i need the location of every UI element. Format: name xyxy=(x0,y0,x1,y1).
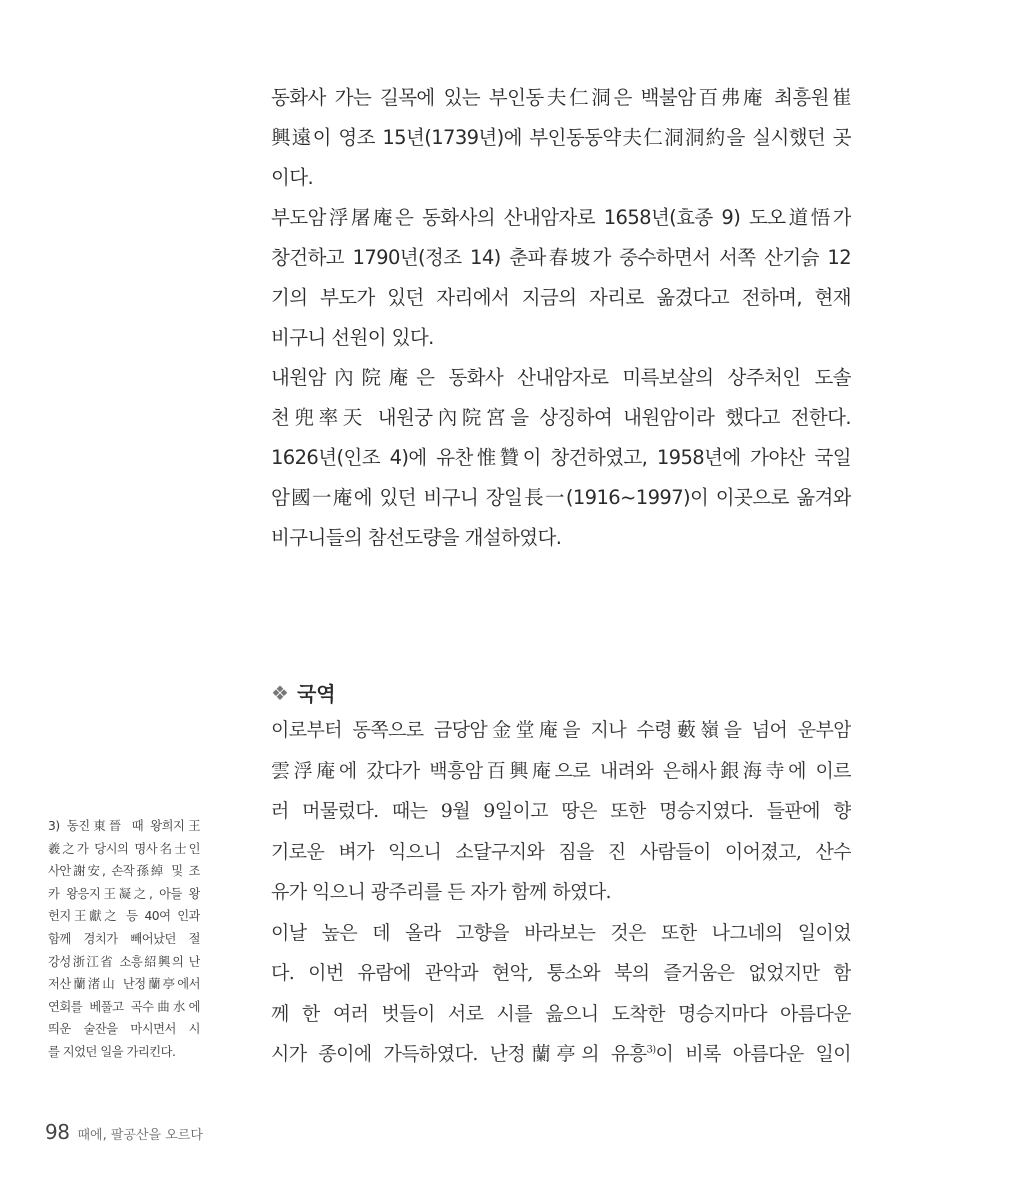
footnote-line: 띄운 술잔을 마시면서 시 xyxy=(48,1022,200,1037)
text-line: 1626년(인조 4)에 유찬惟贊이 창건하였고, 1958년에 가야산 국일 xyxy=(271,446,851,469)
footnote-line: 羲之가 당시의 명사名士인 xyxy=(48,841,200,856)
translation-paragraphs xyxy=(271,710,851,1075)
text-line: 雲浮庵에 갔다가 백흥암百興庵으로 내려와 은해사銀海寺에 이르 xyxy=(271,759,851,782)
text-line: 러 머물렀다. 때는 9월 9일이고 땅은 또한 명승지였다. 들판에 향 xyxy=(271,800,851,822)
text-line: 비구니 선원이 있다. xyxy=(271,326,434,349)
text-segment: 이 비록 아름다운 일이 xyxy=(655,1043,851,1065)
footnote-line: 사안謝安, 손작孫綽 및 조 xyxy=(48,864,200,879)
running-title: 때에, 팔공산을 오르다 xyxy=(77,1128,203,1143)
footnote-line: 를 지었던 일을 가리킨다. xyxy=(48,1044,176,1059)
footnote-line: 함께 경치가 빼어났던 절 xyxy=(48,931,200,946)
text-line: 興遠이 영조 15년(1739년)에 부인동동약夫仁洞洞約을 실시했던 곳 xyxy=(271,126,851,149)
text-line: 기로운 벼가 익으니 소달구지와 짐을 진 사람들이 이어졌고, 산수 xyxy=(271,840,851,863)
footnote-line: 강성浙江省 소흥紹興의 난 xyxy=(48,954,200,969)
text-segment: 시가 종이에 가득하였다. 난정蘭亭의 유흥 xyxy=(271,1043,647,1065)
text-line: 께 한 여러 벗들이 서로 시를 읊으니 도착한 명승지마다 아름다운 xyxy=(271,1002,851,1025)
text-line: 이날 높은 데 올라 고향을 바라보는 것은 또한 나그네의 일이었 xyxy=(271,921,851,944)
text-line: 동화사 가는 길목에 있는 부인동夫仁洞은 백불암百弗庵 최흥원崔 xyxy=(271,86,851,109)
ornament-icon: ❖ xyxy=(271,680,289,705)
text-line: 비구니들의 참선도량을 개설하였다. xyxy=(271,526,562,549)
page-number: 98 xyxy=(45,1120,70,1144)
page-footer xyxy=(45,1120,203,1144)
text-line: 부도암浮屠庵은 동화사의 산내암자로 1658년(효종 9) 도오道悟가 xyxy=(271,206,851,229)
text-line: 암國一庵에 있던 비구니 장일長一(1916~1997)이 이곳으로 옮겨와 xyxy=(271,486,851,509)
top-paragraphs xyxy=(271,78,851,558)
text-line: 이다. xyxy=(271,166,314,189)
section-title: 국역 xyxy=(296,682,336,706)
text-line xyxy=(271,1034,851,1075)
footnote-line: 3) 동진東晉 때 왕희지王 xyxy=(48,819,200,833)
footnote-line: 연회를 베풀고 곡수曲水에 xyxy=(48,999,200,1014)
text-line: 이로부터 동쪽으로 금당암金堂庵을 지나 수령藪嶺을 넘어 운부암 xyxy=(271,719,851,741)
section-heading xyxy=(271,678,336,707)
text-line: 창건하고 1790년(정조 14) 춘파春坡가 중수하면서 서쪽 산기슭 12 xyxy=(271,246,851,269)
footnote-reference[interactable]: 3) xyxy=(646,1044,656,1056)
footnote-line: 헌지王獻之 등 40여 인과 xyxy=(48,909,200,924)
footnote-line: 저산蘭渚山 난정蘭亭에서 xyxy=(48,977,200,992)
text-line: 다. 이번 유람에 관악과 현악, 퉁소와 북의 즐거움은 없었지만 함 xyxy=(271,962,851,984)
text-line: 기의 부도가 있던 자리에서 지금의 자리로 옮겼다고 전하며, 현재 xyxy=(271,286,851,309)
footnote xyxy=(48,815,200,1064)
text-line: 내원암內院庵은 동화사 산내암자로 미륵보살의 상주처인 도솔 xyxy=(271,366,851,389)
footnote-line: 카 왕응지王凝之, 아들 왕 xyxy=(48,886,200,901)
text-line: 천兜率天 내원궁內院宮을 상징하여 내원암이라 했다고 전한다. xyxy=(271,406,851,429)
text-line: 유가 익으니 광주리를 든 자가 함께 하였다. xyxy=(271,881,611,903)
